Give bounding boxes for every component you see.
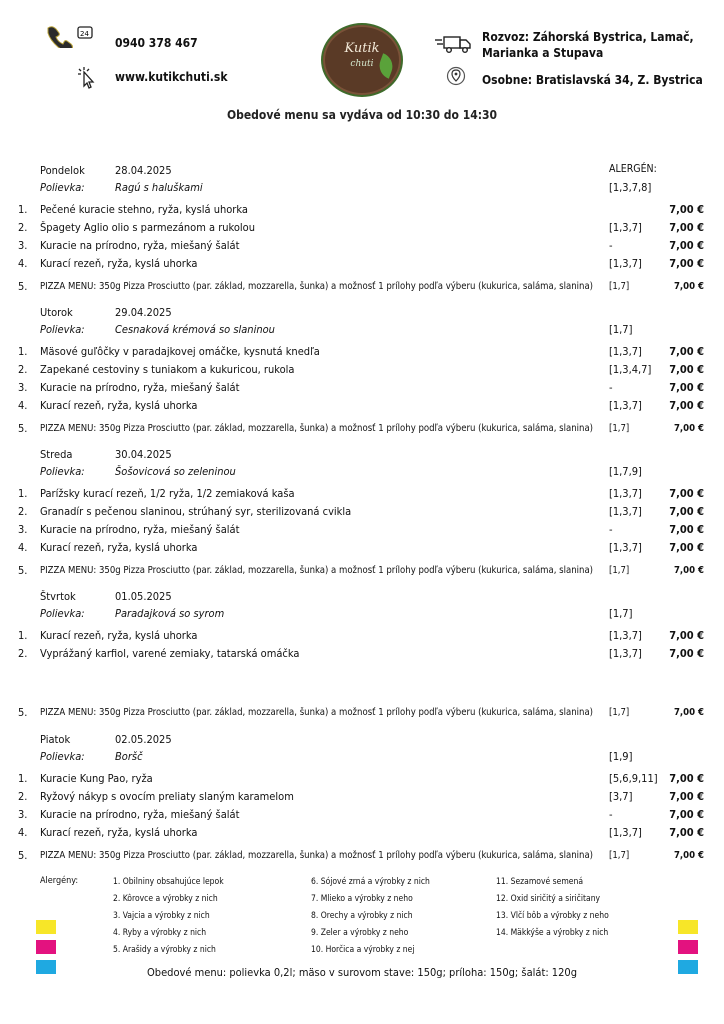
item-number: 1.	[18, 345, 28, 358]
day-name: Utorok	[40, 306, 73, 319]
allergen-entry: 10. Horčica a výrobky z nej	[311, 945, 415, 955]
item-name: PIZZA MENU: 350g Pizza Prosciutto (par. základ, mozzarella, šunka) a možnosť 1 prílohy podľa výberu (kukurica, saláma, slanina)	[40, 565, 594, 576]
item-allergens: -	[609, 239, 613, 252]
item-name: Kurací rezeň, ryža, kyslá uhorka	[40, 826, 198, 839]
menu-item-row	[0, 202, 724, 218]
item-price: 7,00 €	[669, 381, 704, 394]
soup-allergens: [1,3,7,8]	[609, 181, 652, 194]
allergen-entry: 13. Vlčí bôb a výrobky z neho	[496, 911, 609, 921]
day-date: 30.04.2025	[115, 448, 172, 461]
day-name: Streda	[40, 448, 73, 461]
item-number: 2.	[18, 790, 28, 803]
item-allergens: [1,7]	[609, 281, 630, 292]
item-allergens: [1,3,7]	[609, 826, 642, 839]
item-name: PIZZA MENU: 350g Pizza Prosciutto (par. základ, mozzarella, šunka) a možnosť 1 prílohy podľa výberu (kukurica, saláma, slanina)	[40, 850, 594, 861]
menu-item-row	[0, 220, 724, 236]
menu-item-row	[0, 256, 724, 272]
soup-allergens: [1,7]	[609, 607, 633, 620]
allergen-entry: 4. Ryby a výrobky z nich	[113, 928, 207, 938]
allergen-entry: 1. Obilniny obsahujúce lepok	[113, 877, 224, 887]
color-square-yellow-right	[678, 920, 698, 934]
day-date: 02.05.2025	[115, 733, 172, 746]
item-name: PIZZA MENU: 350g Pizza Prosciutto (par. základ, mozzarella, šunka) a možnosť 1 prílohy podľa výberu (kukurica, saláma, slanina)	[40, 707, 594, 718]
item-allergens: [1,3,7]	[609, 541, 642, 554]
item-price: 7,00 €	[673, 707, 704, 718]
soup-row	[0, 749, 724, 765]
color-square-cyan-left	[36, 960, 56, 974]
portion-note: Obedové menu: polievka 0,2l; mäso v surovom stave: 150g; príloha: 150g; šalát: 120g	[147, 966, 577, 979]
item-price: 7,00 €	[669, 487, 704, 500]
day-date: 01.05.2025	[115, 590, 172, 603]
item-allergens: [1,3,7]	[609, 629, 642, 642]
item-name: Mäsové guľôčky v paradajkovej omáčke, kysnutá knedľa	[40, 345, 320, 358]
item-price: 7,00 €	[669, 647, 704, 660]
allergen-entry: 14. Mäkkýše a výrobky z nich	[496, 928, 609, 938]
item-name: Pečené kuracie stehno, ryža, kyslá uhorka	[40, 203, 248, 216]
soup-name: Paradajková so syrom	[115, 607, 225, 620]
soup-row	[0, 606, 724, 622]
svg-text:24: 24	[80, 30, 89, 38]
item-number: 3.	[18, 381, 28, 394]
item-number: 5.	[18, 422, 28, 435]
item-price: 7,00 €	[669, 790, 704, 803]
soup-label: Polievka:	[40, 750, 85, 763]
item-allergens: [1,3,7]	[609, 221, 642, 234]
item-number: 1.	[18, 487, 28, 500]
menu-item-row	[0, 238, 724, 254]
item-price: 7,00 €	[669, 541, 704, 554]
delivery-line-1: Rozvoz: Záhorská Bystrica, Lamač,	[482, 30, 694, 44]
item-allergens: -	[609, 381, 613, 394]
color-square-magenta-left	[36, 940, 56, 954]
item-price: 7,00 €	[669, 239, 704, 252]
delivery-truck-icon	[435, 34, 473, 54]
item-number: 2.	[18, 505, 28, 518]
soup-row	[0, 464, 724, 480]
item-name: Ryžový nákyp s ovocím preliaty slaným karamelom	[40, 790, 294, 803]
item-allergens: [1,3,7]	[609, 487, 642, 500]
item-number: 4.	[18, 257, 28, 270]
item-name: Vyprážaný karfiol, varené zemiaky, tatarská omáčka	[40, 647, 300, 660]
item-number: 5.	[18, 280, 28, 293]
logo	[321, 23, 403, 97]
menu-item-row	[0, 540, 724, 556]
day-name: Štvrtok	[40, 590, 76, 603]
allergen-entry: 6. Sójové zrná a výrobky z nich	[311, 877, 430, 887]
allergen-entry: 2. Kôrovce a výrobky z nich	[113, 894, 218, 904]
item-price: 7,00 €	[669, 257, 704, 270]
cursor-click-icon	[76, 66, 98, 90]
phone-number[interactable]: 0940 378 467	[115, 36, 198, 50]
item-allergens: [3,7]	[609, 790, 633, 803]
allergen-entry: 5. Arašidy a výrobky z nich	[113, 945, 216, 955]
item-price: 7,00 €	[673, 423, 704, 434]
delivery-line-2: Marianka a Stupava	[482, 46, 604, 60]
serving-time-subtitle: Obedové menu sa vydáva od 10:30 do 14:30	[226, 108, 498, 122]
item-number: 2.	[18, 221, 28, 234]
soup-name: Ragú s haluškami	[115, 181, 203, 194]
day-date: 28.04.2025	[115, 164, 172, 177]
soup-allergens: [1,9]	[609, 750, 633, 763]
menu-item-row	[0, 771, 724, 787]
item-name: Špagety Aglio olio s parmezánom a rukolou	[40, 221, 256, 234]
soup-name: Boršč	[115, 750, 143, 763]
soup-label: Polievka:	[40, 323, 85, 336]
item-name: PIZZA MENU: 350g Pizza Prosciutto (par. základ, mozzarella, šunka) a možnosť 1 prílohy podľa výberu (kukurica, saláma, slanina)	[40, 281, 594, 292]
item-name: Kurací rezeň, ryža, kyslá uhorka	[40, 399, 198, 412]
item-price: 7,00 €	[669, 203, 704, 216]
item-price: 7,00 €	[673, 281, 704, 292]
item-allergens: [1,3,7]	[609, 257, 642, 270]
day-name: Piatok	[40, 733, 71, 746]
item-number: 2.	[18, 647, 28, 660]
item-name: PIZZA MENU: 350g Pizza Prosciutto (par. základ, mozzarella, šunka) a možnosť 1 prílohy podľa výberu (kukurica, saláma, slanina)	[40, 423, 594, 434]
item-price: 7,00 €	[669, 505, 704, 518]
item-name: Kuracie na prírodno, ryža, miešaný šalát	[40, 239, 240, 252]
color-square-magenta-right	[678, 940, 698, 954]
pickup-address: Osobne: Bratislavská 34, Z. Bystrica	[482, 73, 703, 87]
soup-name: Šošovicová so zeleninou	[115, 465, 236, 478]
allergen-entry: 9. Zeler a výrobky z neho	[311, 928, 409, 938]
item-name: Kuracie na prírodno, ryža, miešaný šalát	[40, 808, 240, 821]
item-price: 7,00 €	[669, 629, 704, 642]
item-price: 7,00 €	[669, 826, 704, 839]
item-name: Granadír s pečenou slaninou, strúhaný syr, sterilizovaná cvikla	[40, 505, 352, 518]
soup-allergens: [1,7]	[609, 323, 633, 336]
menu-item-row	[0, 807, 724, 823]
item-number: 1.	[18, 772, 28, 785]
soup-name: Cesnaková krémová so slaninou	[115, 323, 275, 336]
item-number: 5.	[18, 564, 28, 577]
menu-item-row	[0, 522, 724, 538]
website-link[interactable]: www.kutikchuti.sk	[115, 70, 228, 84]
logo-text: Kutik	[344, 41, 380, 56]
item-price: 7,00 €	[669, 399, 704, 412]
menu-item-row	[0, 646, 724, 662]
menu-item-row	[0, 398, 724, 414]
item-name: Kurací rezeň, ryža, kyslá uhorka	[40, 257, 198, 270]
item-name: Kurací rezeň, ryža, kyslá uhorka	[40, 629, 198, 642]
item-allergens: [1,7]	[609, 565, 630, 576]
item-allergens: [1,3,7]	[609, 505, 642, 518]
day-date: 29.04.2025	[115, 306, 172, 319]
color-square-cyan-right	[678, 960, 698, 974]
item-number: 1.	[18, 203, 28, 216]
item-name: Kuracie na prírodno, ryža, miešaný šalát	[40, 523, 240, 536]
menu-item-row	[0, 504, 724, 520]
item-allergens: [1,3,4,7]	[609, 363, 652, 376]
soup-label: Polievka:	[40, 465, 85, 478]
menu-item-row	[0, 362, 724, 378]
soup-row	[0, 180, 724, 196]
soup-allergens: [1,7,9]	[609, 465, 642, 478]
item-allergens: -	[609, 523, 613, 536]
item-name: Zapekané cestoviny s tuniakom a kukuricou, rukola	[40, 363, 295, 376]
pizza-menu-row	[0, 563, 724, 579]
soup-label: Polievka:	[40, 607, 85, 620]
allergen-entry: 3. Vajcia a výrobky z nich	[113, 911, 210, 921]
item-allergens: [1,3,7]	[609, 647, 642, 660]
item-price: 7,00 €	[669, 808, 704, 821]
pizza-menu-row	[0, 848, 724, 864]
allergen-entry: 8. Orechy a výrobky z nich	[311, 911, 413, 921]
item-number: 3.	[18, 523, 28, 536]
logo-subtext: chuti	[350, 59, 374, 69]
menu-item-row	[0, 789, 724, 805]
item-allergens: [5,6,9,11]	[609, 772, 658, 785]
day-name: Pondelok	[40, 164, 85, 177]
pizza-menu-row	[0, 421, 724, 437]
item-price: 7,00 €	[669, 221, 704, 234]
phone-icon	[44, 24, 96, 48]
item-number: 3.	[18, 808, 28, 821]
allergens-label: Alergény:	[40, 876, 79, 886]
item-allergens: [1,7]	[609, 850, 630, 861]
item-price: 7,00 €	[669, 523, 704, 536]
allergen-entry: 11. Sezamové semená	[496, 877, 584, 887]
item-name: Parížsky kurací rezeň, 1/2 ryža, 1/2 zemiaková kaša	[40, 487, 295, 500]
item-price: 7,00 €	[669, 772, 704, 785]
item-number: 4.	[18, 399, 28, 412]
item-number: 5.	[18, 849, 28, 862]
item-allergens: -	[609, 808, 613, 821]
item-number: 4.	[18, 541, 28, 554]
item-name: Kurací rezeň, ryža, kyslá uhorka	[40, 541, 198, 554]
color-square-yellow-left	[36, 920, 56, 934]
menu-item-row	[0, 486, 724, 502]
pizza-menu-row	[0, 279, 724, 295]
item-price: 7,00 €	[669, 345, 704, 358]
item-number: 5.	[18, 706, 28, 719]
menu-item-row	[0, 628, 724, 644]
item-allergens: [1,7]	[609, 423, 630, 434]
item-number: 3.	[18, 239, 28, 252]
pizza-menu-row	[0, 705, 724, 721]
location-pin-icon	[446, 66, 466, 88]
item-price: 7,00 €	[673, 850, 704, 861]
soup-row	[0, 322, 724, 338]
item-number: 4.	[18, 826, 28, 839]
menu-item-row	[0, 380, 724, 396]
allergen-entry: 7. Mlieko a výrobky z neho	[311, 894, 413, 904]
item-name: Kuracie Kung Pao, ryža	[40, 772, 153, 785]
menu-item-row	[0, 344, 724, 360]
soup-label: Polievka:	[40, 181, 85, 194]
item-allergens: [1,3,7]	[609, 399, 642, 412]
allergen-column-header: ALERGÉN:	[609, 163, 657, 175]
item-name: Kuracie na prírodno, ryža, miešaný šalát	[40, 381, 240, 394]
allergen-entry: 12. Oxid siričitý a siričitany	[496, 894, 601, 904]
menu-item-row	[0, 825, 724, 841]
item-price: 7,00 €	[673, 565, 704, 576]
item-allergens: [1,3,7]	[609, 345, 642, 358]
item-allergens: [1,7]	[609, 707, 630, 718]
item-number: 2.	[18, 363, 28, 376]
item-number: 1.	[18, 629, 28, 642]
item-price: 7,00 €	[669, 363, 704, 376]
